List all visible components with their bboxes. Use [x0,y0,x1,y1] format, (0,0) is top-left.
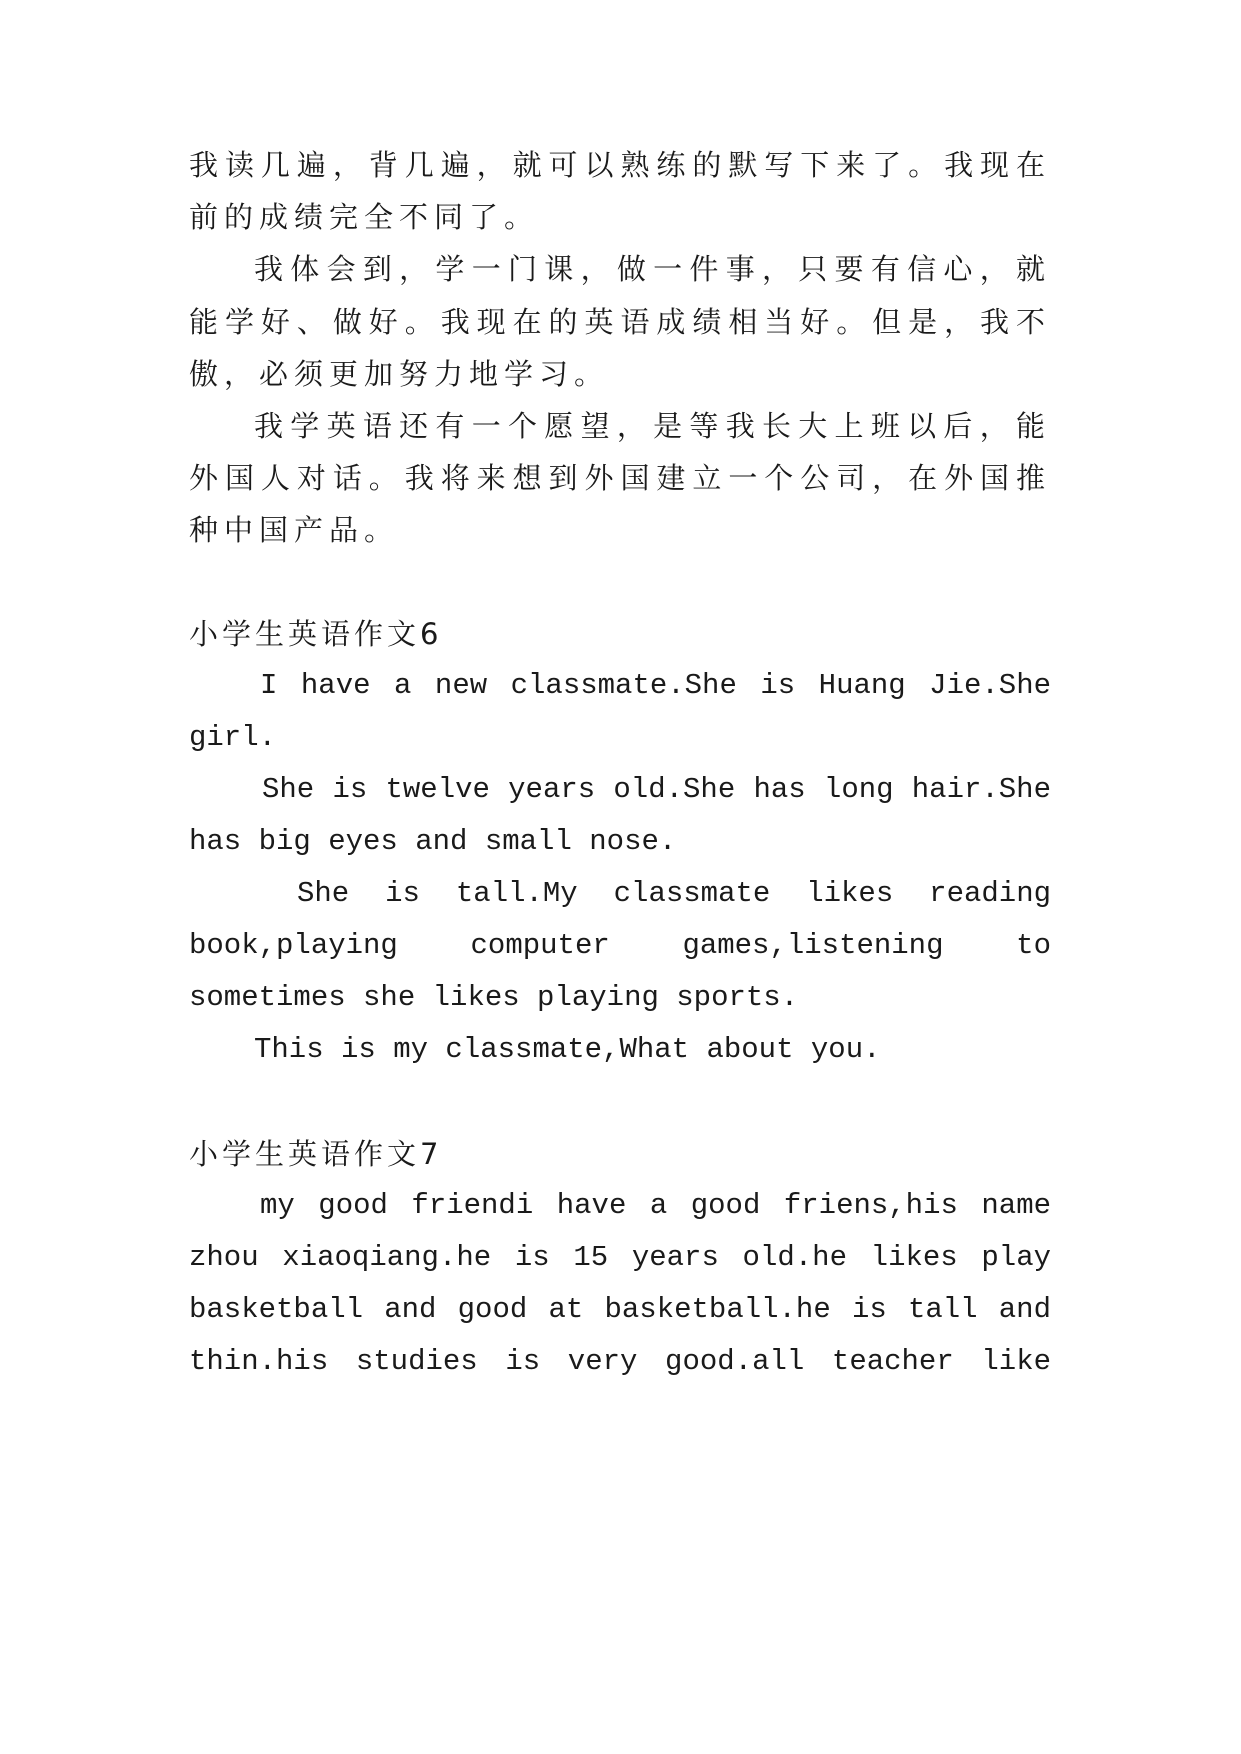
paragraph-line: has big eyes and small nose. [189,825,677,858]
paragraph-line: basketball and good at basketball.he is tall and [189,1293,1051,1326]
paragraph-line: sometimes she likes playing sports. [189,981,799,1014]
paragraph-line: She is tall.My classmate likes reading [297,877,1051,910]
paragraph-line: 前的成绩完全不同了。 [189,200,540,234]
section-heading: 小学生英语作文6 [189,617,443,651]
paragraph-line: my good friendi have a good friens,his name [260,1189,1051,1222]
paragraph-line: 傲，必须更加努力地学习。 [189,357,610,391]
paragraph-line: This is my classmate,What about you. [254,1033,881,1066]
paragraph-line: 我体会到，学一门课，做一件事，只要有信心，就 [254,252,1051,286]
paragraph-line: I have a new classmate.She is Huang Jie.She [260,669,1051,702]
paragraph-line: 种中国产品。 [189,513,400,547]
paragraph-line: girl. [189,721,277,754]
section-heading: 小学生英语作文7 [189,1137,443,1171]
paragraph-line: 外国人对话。我将来想到外国建立一个公司，在外国推 [189,461,1051,495]
paragraph-line: thin.his studies is very good.all teacher like [189,1345,1051,1378]
paragraph-line: 我读几遍，背几遍，就可以熟练的默写下来了。我现在 [189,148,1051,182]
paragraph-line: book,playing computer games,listening to [189,929,1051,962]
paragraph-line: 我学英语还有一个愿望，是等我长大上班以后，能 [254,409,1051,443]
paragraph-line: 能学好、做好。我现在的英语成绩相当好。但是，我不 [189,305,1051,339]
paragraph-line: zhou xiaoqiang.he is 15 years old.he likes play [189,1241,1051,1274]
paragraph-line: She is twelve years old.She has long hair.She [262,773,1051,806]
